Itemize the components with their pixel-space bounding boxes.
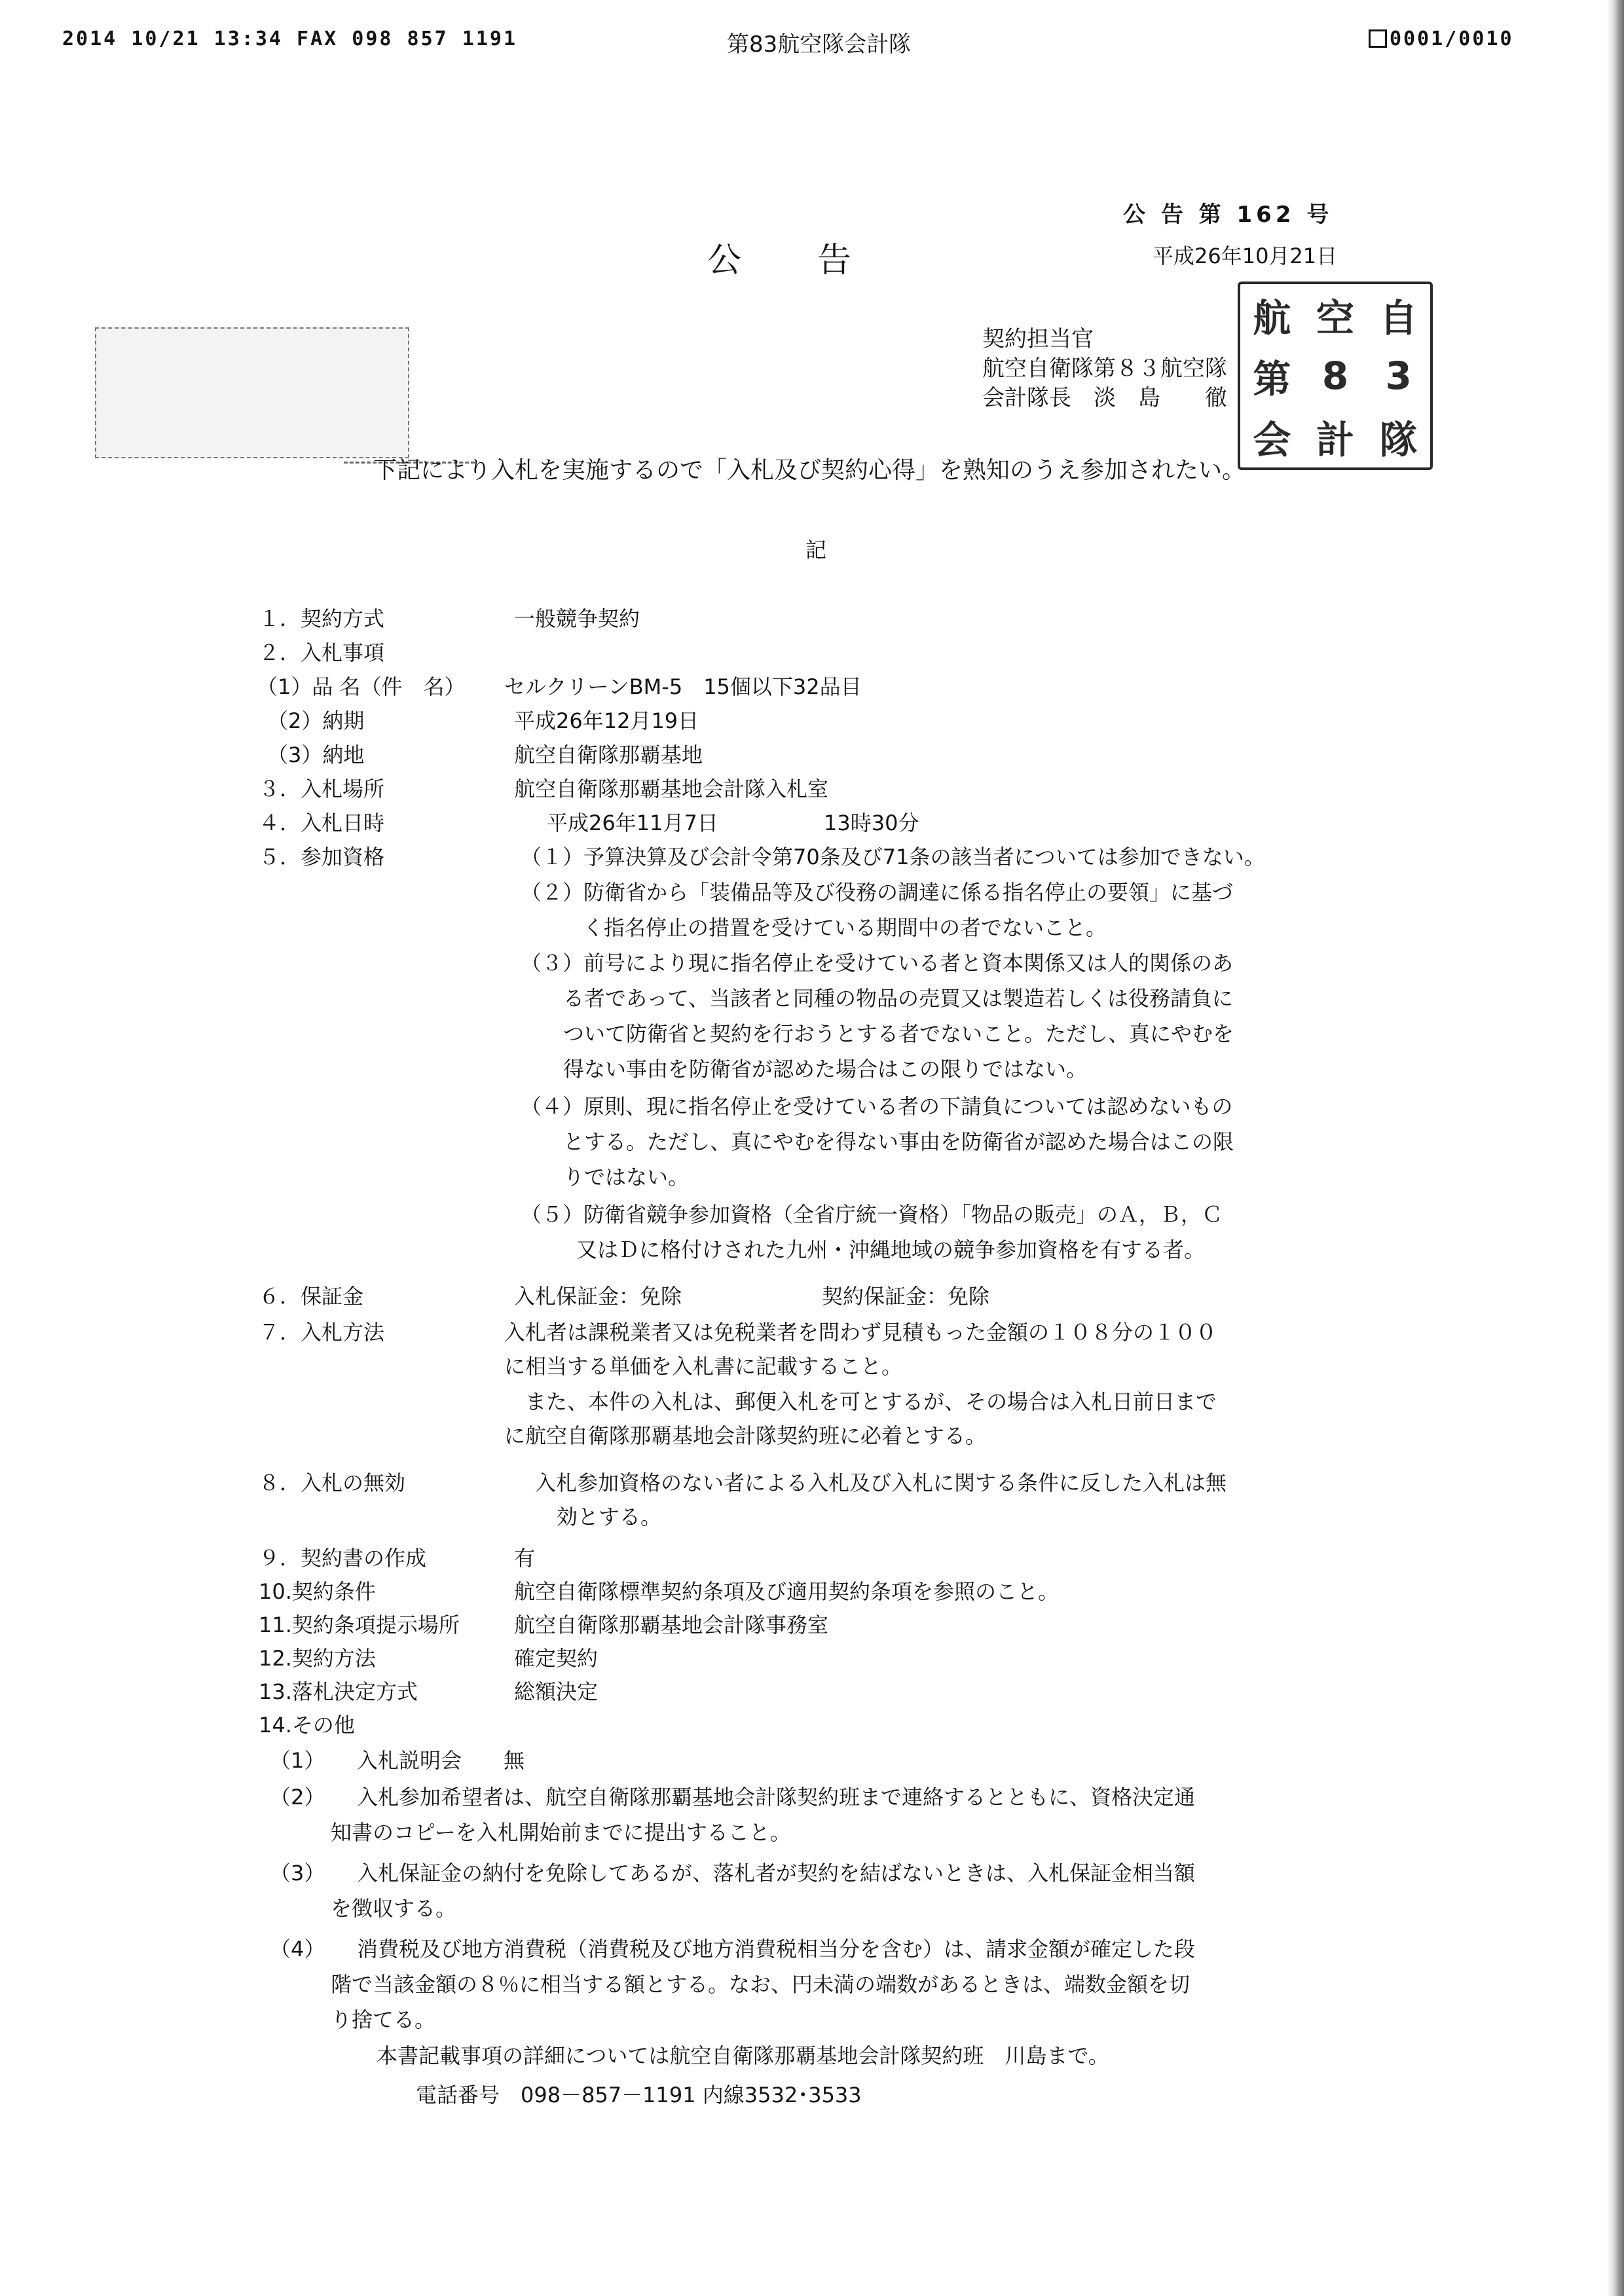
- phone-number: 電話番号 098－857－1191 内線3532･3533: [416, 2083, 862, 2107]
- contact-info: 本書記載事項の詳細については航空自衛隊那覇基地会計隊契約班 川島まで。: [377, 2043, 1109, 2068]
- qualification-line: （１）予算決算及び会計令第70条及び71条の該当者については参加できない。: [521, 845, 1265, 869]
- item-continuation: 効とする。: [557, 1504, 662, 1529]
- other-item-continuation: り捨てる。: [331, 2007, 436, 2032]
- qualification-line: とする。ただし、真にやむを得ない事由を防衛省が認めた場合はこの限: [563, 1129, 1234, 1154]
- intro-text: 下記により入札を実施するので「入札及び契約心得」を熟知のうえ参加されたい。: [373, 457, 1246, 484]
- item-continuation: に相当する単価を入札書に記載すること。: [504, 1354, 903, 1379]
- notice-date: 平成26年10月21日: [1153, 244, 1338, 268]
- issuer-role: 契約担当官: [982, 326, 1094, 352]
- fax-datetime-line: 2014 10/21 13:34 FAX 098 857 1191: [62, 27, 518, 50]
- notice-title: 公 告: [707, 241, 855, 280]
- fax-page-counter: 0001/0010: [1369, 27, 1514, 50]
- qualification-line: る者であって、当該者と同種の物品の売買又は製造若しくは役務請負に: [563, 986, 1234, 1011]
- qualification-line: 得ない事由を防衛省が認めた場合はこの限りではない。: [563, 1057, 1088, 1082]
- other-item-continuation: 知書のコピーを入札開始前までに提出すること。: [331, 1820, 791, 1845]
- qualification-line: （４）原則、現に指名停止を受けている者の下請負については認めないもの: [521, 1094, 1233, 1119]
- qualification-line: 又はＤに格付けされた九州・沖縄地域の競争参加資格を有する者。: [576, 1237, 1206, 1262]
- receipt-stamp-redacted: [95, 327, 409, 458]
- issuer-org: 航空自衛隊第８３航空隊: [982, 355, 1227, 382]
- other-item-continuation: を徴収する。: [331, 1896, 457, 1921]
- scan-edge-shadow: [1607, 0, 1624, 2296]
- qualification-line: （５）防衛省競争参加資格（全省庁統一資格）「物品の販売」のＡ，Ｂ，Ｃ: [521, 1202, 1223, 1227]
- item-continuation: また、本件の入札は、郵便入札を可とするが、その場合は入札日前日まで: [504, 1389, 1217, 1414]
- notice-number: 公 告 第 162 号: [1123, 202, 1333, 228]
- official-seal-stamp: 航 空 自 第 8 3 会 計 隊: [1238, 282, 1433, 470]
- fax-sender: 第83航空隊会計隊: [727, 31, 912, 58]
- qualification-line: （３）前号により現に指名停止を受けている者と資本関係又は人的関係のあ: [521, 951, 1234, 975]
- qualification-line: ついて防衛省と契約を行おうとする者でないこと。ただし、真にやむを: [563, 1021, 1234, 1046]
- ki-heading: 記: [805, 538, 827, 562]
- qualification-line: く指名停止の措置を受けている期間中の者でないこと。: [583, 915, 1107, 940]
- fax-page-icon: [1369, 29, 1387, 48]
- item-continuation: に航空自衛隊那覇基地会計隊契約班に必着とする。: [504, 1423, 987, 1448]
- issuer-name: 会計隊長 淡 島 徹: [982, 385, 1227, 411]
- other-item-continuation: 階で当該金額の８％に相当する額とする。なお、円未満の端数があるときは、端数金額を切: [331, 1972, 1190, 1997]
- qualification-line: （２）防衛省から「装備品等及び役務の調達に係る指名停止の要領」に基づ: [521, 880, 1234, 905]
- qualification-line: りではない。: [563, 1165, 690, 1190]
